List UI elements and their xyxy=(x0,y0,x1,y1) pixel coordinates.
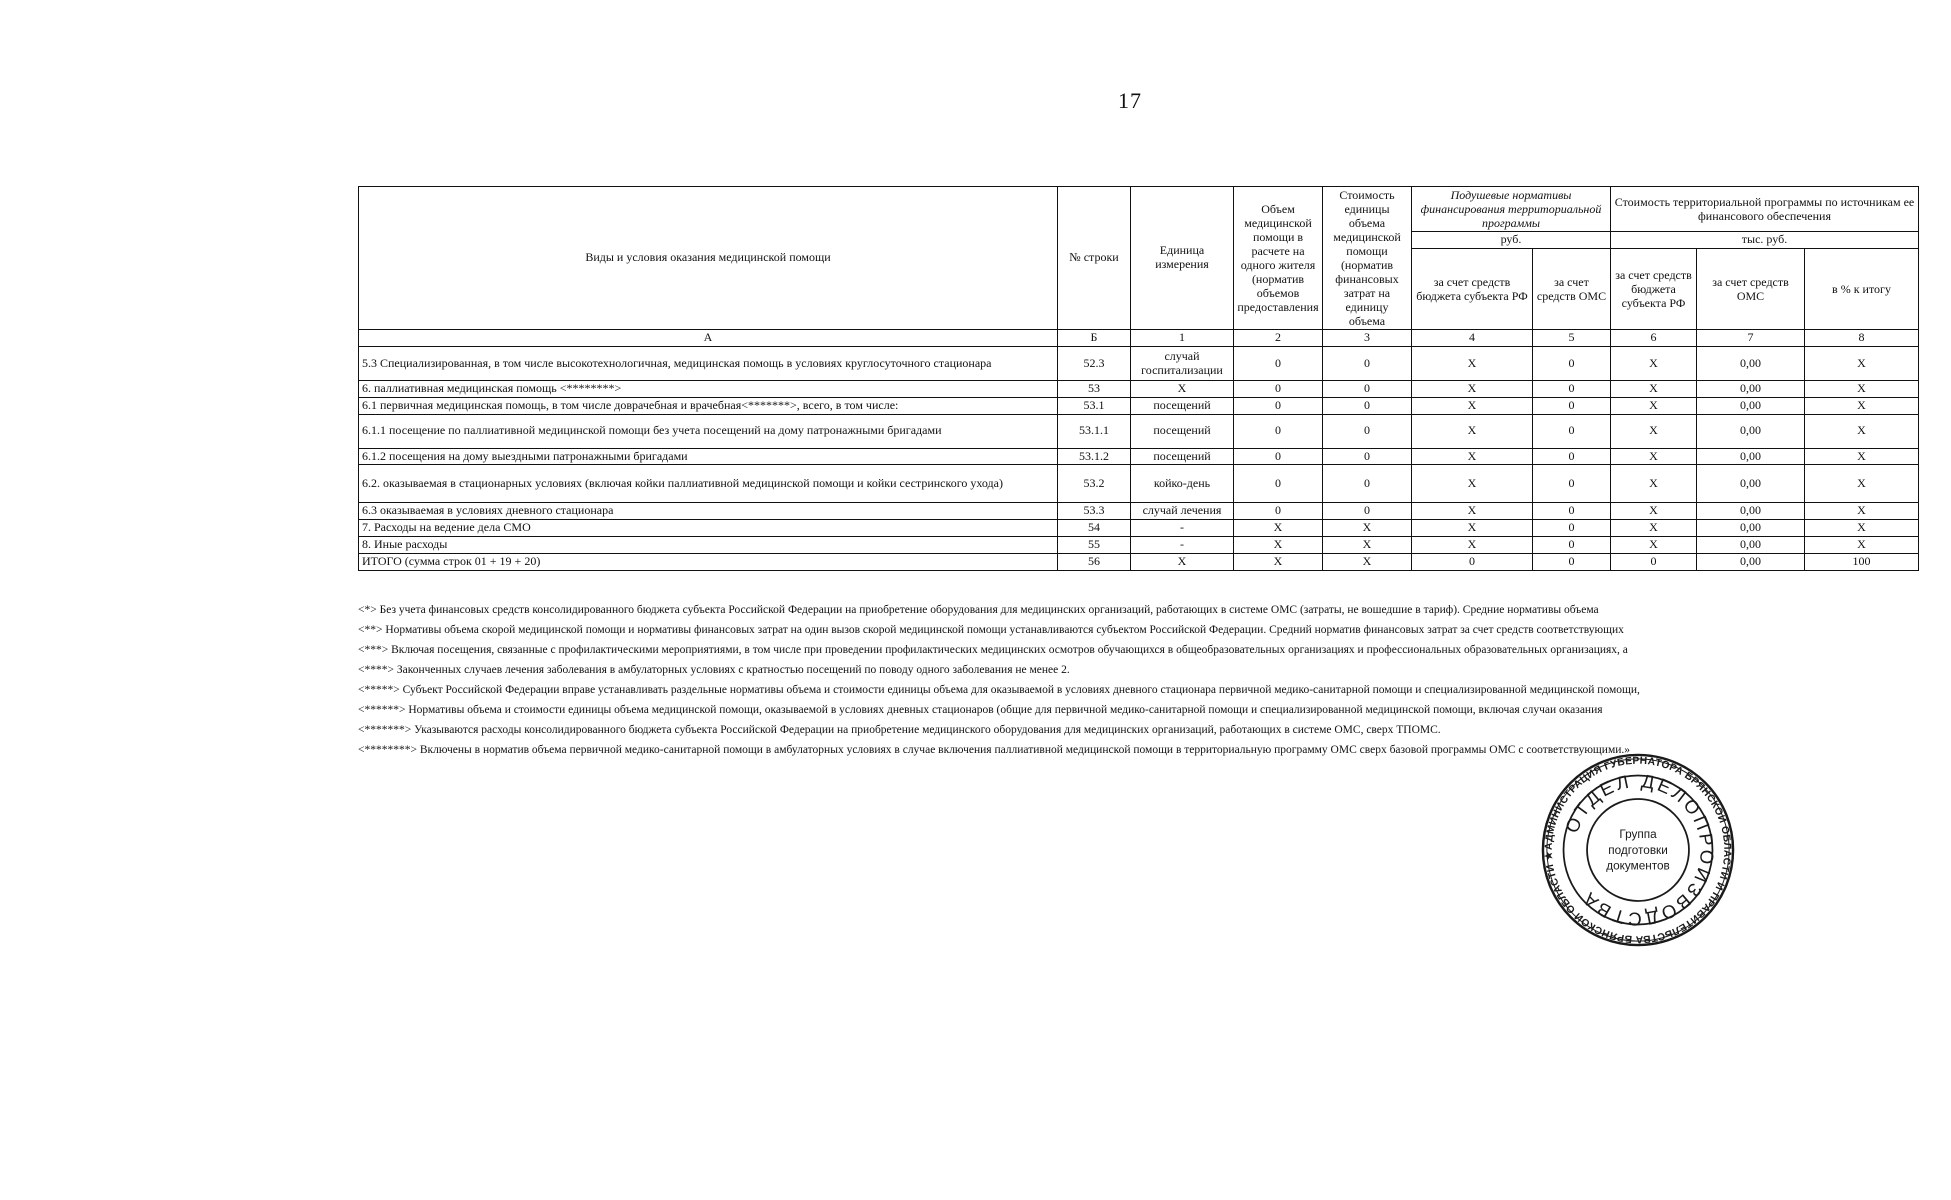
footnotes xyxy=(358,600,1928,760)
row-per-capita-oms: 0 xyxy=(1533,536,1611,553)
row-cost-oms: 0,00 xyxy=(1697,381,1805,398)
header-cost-oms: за счет средств ОМС xyxy=(1697,248,1805,329)
header-cost-budget: за счет средств бюджета субъекта РФ xyxy=(1611,248,1697,329)
row-number: 55 xyxy=(1058,536,1131,553)
table-row xyxy=(359,503,1919,520)
row-cost-percent: X xyxy=(1805,381,1919,398)
table-row xyxy=(359,448,1919,465)
row-cost-oms: 0,00 xyxy=(1697,503,1805,520)
svg-text:подготовки: подготовки xyxy=(1608,843,1668,857)
footnote: <*****> Субъект Российской Федерации вправе устанавливать раздельные нормативы объема и стоимости единицы объема для оказываемой в условиях дневного стационара первичной медико-санитарной помощи и специализированной медицинской помощи, xyxy=(358,684,1640,696)
row-name: ИТОГО (сумма строк 01 + 19 + 20) xyxy=(359,553,1058,570)
row-name: 8. Иные расходы xyxy=(359,536,1058,553)
header-per-capita-oms: за счет средств ОМС xyxy=(1533,248,1611,329)
row-per-capita-oms: 0 xyxy=(1533,414,1611,448)
table-row xyxy=(359,553,1919,570)
row-number: 53.2 xyxy=(1058,465,1131,503)
footnote: <****> Законченных случаев лечения заболевания в амбулаторных условиях с кратностью посещений по поводу одного заболевания не менее 2. xyxy=(358,664,1070,676)
row-unit: посещений xyxy=(1131,414,1234,448)
seal-stamp-icon xyxy=(1540,752,1736,948)
row-number: 54 xyxy=(1058,520,1131,537)
index-cell: Б xyxy=(1058,330,1131,347)
row-volume-norm: X xyxy=(1234,553,1323,570)
row-cost-oms: 0,00 xyxy=(1697,520,1805,537)
row-number: 53 xyxy=(1058,381,1131,398)
svg-text:Группа: Группа xyxy=(1619,828,1657,842)
row-cost-budget: X xyxy=(1611,397,1697,414)
header-unit: Единица измерения xyxy=(1131,187,1234,330)
financing-table-container xyxy=(358,186,1918,571)
row-per-capita-budget: 0 xyxy=(1412,553,1533,570)
row-cost-percent: X xyxy=(1805,503,1919,520)
row-unit-cost: 0 xyxy=(1323,503,1412,520)
row-unit: посещений xyxy=(1131,397,1234,414)
row-name: 6.2. оказываемая в стационарных условиях (включая койки паллиативной медицинской помощи и койки сестринского ухода) xyxy=(359,465,1058,503)
index-cell: 1 xyxy=(1131,330,1234,347)
row-per-capita-oms: 0 xyxy=(1533,397,1611,414)
row-cost-budget: X xyxy=(1611,448,1697,465)
index-cell: 3 xyxy=(1323,330,1412,347)
footnote: <***> Включая посещения, связанные с профилактическими мероприятиями, в том числе при проведении профилактических медицинских осмотров обучающихся в общеобразовательных организациях и профессиональных образовательных организациях, а xyxy=(358,644,1628,656)
row-unit-cost: 0 xyxy=(1323,397,1412,414)
table-row xyxy=(359,397,1919,414)
header-per-capita-norms: Подушевые нормативы финансирования территориальной программы xyxy=(1412,187,1611,232)
page-number: 17 xyxy=(1118,88,1142,113)
row-unit: - xyxy=(1131,536,1234,553)
index-cell: 5 xyxy=(1533,330,1611,347)
row-cost-percent: X xyxy=(1805,347,1919,381)
row-per-capita-budget: X xyxy=(1412,347,1533,381)
row-per-capita-oms: 0 xyxy=(1533,381,1611,398)
table-body xyxy=(359,347,1919,571)
row-unit-cost: 0 xyxy=(1323,381,1412,398)
row-unit: случай лечения xyxy=(1131,503,1234,520)
row-unit-cost: X xyxy=(1323,520,1412,537)
row-per-capita-budget: X xyxy=(1412,448,1533,465)
row-per-capita-oms: 0 xyxy=(1533,347,1611,381)
header-volume-norm: Объем медицинской помощи в расчете на одного жителя (норматив объемов предоставления xyxy=(1234,187,1323,330)
header-kinds-conditions: Виды и условия оказания медицинской помощи xyxy=(359,187,1058,330)
index-cell: 8 xyxy=(1805,330,1919,347)
row-cost-percent: X xyxy=(1805,465,1919,503)
row-per-capita-oms: 0 xyxy=(1533,448,1611,465)
footnote: <**> Нормативы объема скорой медицинской помощи и нормативы финансовых затрат на один вызов скорой медицинской помощи устанавливаются субъектом Российской Федерации. Средний норматив финансовых затрат за счет средств соответствующих xyxy=(358,624,1624,636)
header-program-cost: Стоимость территориальной программы по источникам ее финансового обеспечения xyxy=(1611,187,1919,232)
table-row xyxy=(359,381,1919,398)
row-volume-norm: 0 xyxy=(1234,397,1323,414)
header-unit-rub: руб. xyxy=(1412,232,1611,249)
row-cost-percent: X xyxy=(1805,536,1919,553)
row-volume-norm: X xyxy=(1234,520,1323,537)
row-cost-oms: 0,00 xyxy=(1697,347,1805,381)
row-number: 56 xyxy=(1058,553,1131,570)
row-cost-budget: X xyxy=(1611,381,1697,398)
row-unit-cost: X xyxy=(1323,536,1412,553)
table-row xyxy=(359,520,1919,537)
row-unit-cost: 0 xyxy=(1323,414,1412,448)
row-per-capita-budget: X xyxy=(1412,520,1533,537)
row-per-capita-budget: X xyxy=(1412,503,1533,520)
footnote: <********> Включены в норматив объема первичной медико-санитарной помощи в амбулаторных условиях в случае включения паллиативной медицинской помощи в территориальную программу ОМС сверх базовой программы ОМС с соответствующими.» xyxy=(358,744,1631,756)
row-cost-budget: 0 xyxy=(1611,553,1697,570)
row-cost-oms: 0,00 xyxy=(1697,553,1805,570)
row-cost-budget: X xyxy=(1611,347,1697,381)
header-per-capita-budget: за счет средств бюджета субъекта РФ xyxy=(1412,248,1533,329)
row-number: 53.1.2 xyxy=(1058,448,1131,465)
row-cost-percent: X xyxy=(1805,448,1919,465)
row-name: 6. паллиативная медицинская помощь <********> xyxy=(359,381,1058,398)
row-cost-budget: X xyxy=(1611,503,1697,520)
header-unit-cost-norm: Стоимость единицы объема медицинской помощи (норматив финансовых затрат на единицу объема xyxy=(1323,187,1412,330)
row-unit: - xyxy=(1131,520,1234,537)
row-unit-cost: 0 xyxy=(1323,465,1412,503)
row-name: 6.1.2 посещения на дому выездными патронажными бригадами xyxy=(359,448,1058,465)
row-cost-budget: X xyxy=(1611,465,1697,503)
row-name: 7. Расходы на ведение дела СМО xyxy=(359,520,1058,537)
row-unit: посещений xyxy=(1131,448,1234,465)
row-cost-oms: 0,00 xyxy=(1697,536,1805,553)
table-row xyxy=(359,465,1919,503)
svg-text:АДМИНИСТРАЦИЯ ГУБЕРНАТОРА БРЯН: АДМИНИСТРАЦИЯ ГУБЕРНАТОРА БРЯНСКОЙ ОБЛАСТИ И ПРАВИТЕЛЬСТВА БРЯНСКОЙ ОБЛАСТИ ★ xyxy=(1543,755,1733,945)
table-row xyxy=(359,414,1919,448)
row-volume-norm: 0 xyxy=(1234,503,1323,520)
row-cost-budget: X xyxy=(1611,520,1697,537)
svg-text:документов: документов xyxy=(1606,859,1670,873)
row-per-capita-budget: X xyxy=(1412,397,1533,414)
row-per-capita-budget: X xyxy=(1412,414,1533,448)
row-per-capita-oms: 0 xyxy=(1533,553,1611,570)
row-cost-percent: X xyxy=(1805,397,1919,414)
row-unit: случай госпитализации xyxy=(1131,347,1234,381)
index-cell: 4 xyxy=(1412,330,1533,347)
row-number: 53.1.1 xyxy=(1058,414,1131,448)
row-number: 53.1 xyxy=(1058,397,1131,414)
row-per-capita-oms: 0 xyxy=(1533,465,1611,503)
header-cost-percent: в % к итогу xyxy=(1805,248,1919,329)
footnote: <*******> Указываются расходы консолидированного бюджета субъекта Российской Федерации на приобретение медицинского оборудования для медицинских организаций, работающих в системе ОМС, сверх ТПОМС. xyxy=(358,724,1441,736)
header-unit-thousand-rub: тыс. руб. xyxy=(1611,232,1919,249)
financing-table xyxy=(358,186,1919,571)
row-per-capita-budget: X xyxy=(1412,381,1533,398)
svg-text:ОТДЕЛ ДЕЛОПРОИЗВОДСТВА: ОТДЕЛ ДЕЛОПРОИЗВОДСТВА xyxy=(1560,770,1719,931)
row-cost-oms: 0,00 xyxy=(1697,448,1805,465)
table-row xyxy=(359,347,1919,381)
index-cell: А xyxy=(359,330,1058,347)
footnote: <******> Нормативы объема и стоимости единицы объема медицинской помощи, оказываемой в условиях дневных стационаров (общие для первичной медико-санитарной помощи и специализированной медицинской помощи, включая случаи оказания xyxy=(358,704,1603,716)
row-volume-norm: 0 xyxy=(1234,347,1323,381)
row-volume-norm: 0 xyxy=(1234,465,1323,503)
row-name: 6.1.1 посещение по паллиативной медицинской помощи без учета посещений на дому патронажными бригадами xyxy=(359,414,1058,448)
row-name: 6.1 первичная медицинская помощь, в том числе доврачебная и врачебная<*******>, всего, в том числе: xyxy=(359,397,1058,414)
row-unit-cost: X xyxy=(1323,553,1412,570)
row-cost-budget: X xyxy=(1611,536,1697,553)
row-per-capita-budget: X xyxy=(1412,536,1533,553)
header-row-number: № строки xyxy=(1058,187,1131,330)
index-cell: 7 xyxy=(1697,330,1805,347)
row-volume-norm: 0 xyxy=(1234,448,1323,465)
row-name: 5.3 Специализированная, в том числе высокотехнологичная, медицинская помощь в условиях круглосуточного стационара xyxy=(359,347,1058,381)
row-unit-cost: 0 xyxy=(1323,448,1412,465)
row-unit: X xyxy=(1131,553,1234,570)
row-volume-norm: 0 xyxy=(1234,414,1323,448)
row-cost-oms: 0,00 xyxy=(1697,414,1805,448)
row-cost-percent: X xyxy=(1805,520,1919,537)
row-per-capita-oms: 0 xyxy=(1533,503,1611,520)
footnote: <*> Без учета финансовых средств консолидированного бюджета субъекта Российской Федерации на приобретение оборудования для медицинских организаций, работающих в системе ОМС (затраты, не вошедшие в тариф). Средние нормативы объема xyxy=(358,604,1599,616)
row-cost-budget: X xyxy=(1611,414,1697,448)
row-unit: X xyxy=(1131,381,1234,398)
row-number: 53.3 xyxy=(1058,503,1131,520)
row-cost-oms: 0,00 xyxy=(1697,465,1805,503)
index-cell: 2 xyxy=(1234,330,1323,347)
row-name: 6.3 оказываемая в условиях дневного стационара xyxy=(359,503,1058,520)
table-row xyxy=(359,536,1919,553)
row-unit-cost: 0 xyxy=(1323,347,1412,381)
row-volume-norm: 0 xyxy=(1234,381,1323,398)
row-cost-percent: 100 xyxy=(1805,553,1919,570)
row-unit: койко-день xyxy=(1131,465,1234,503)
row-cost-oms: 0,00 xyxy=(1697,397,1805,414)
table-header xyxy=(359,187,1919,347)
row-number: 52.3 xyxy=(1058,347,1131,381)
row-per-capita-budget: X xyxy=(1412,465,1533,503)
row-cost-percent: X xyxy=(1805,414,1919,448)
index-cell: 6 xyxy=(1611,330,1697,347)
row-per-capita-oms: 0 xyxy=(1533,520,1611,537)
header-index-row xyxy=(359,330,1919,347)
row-volume-norm: X xyxy=(1234,536,1323,553)
